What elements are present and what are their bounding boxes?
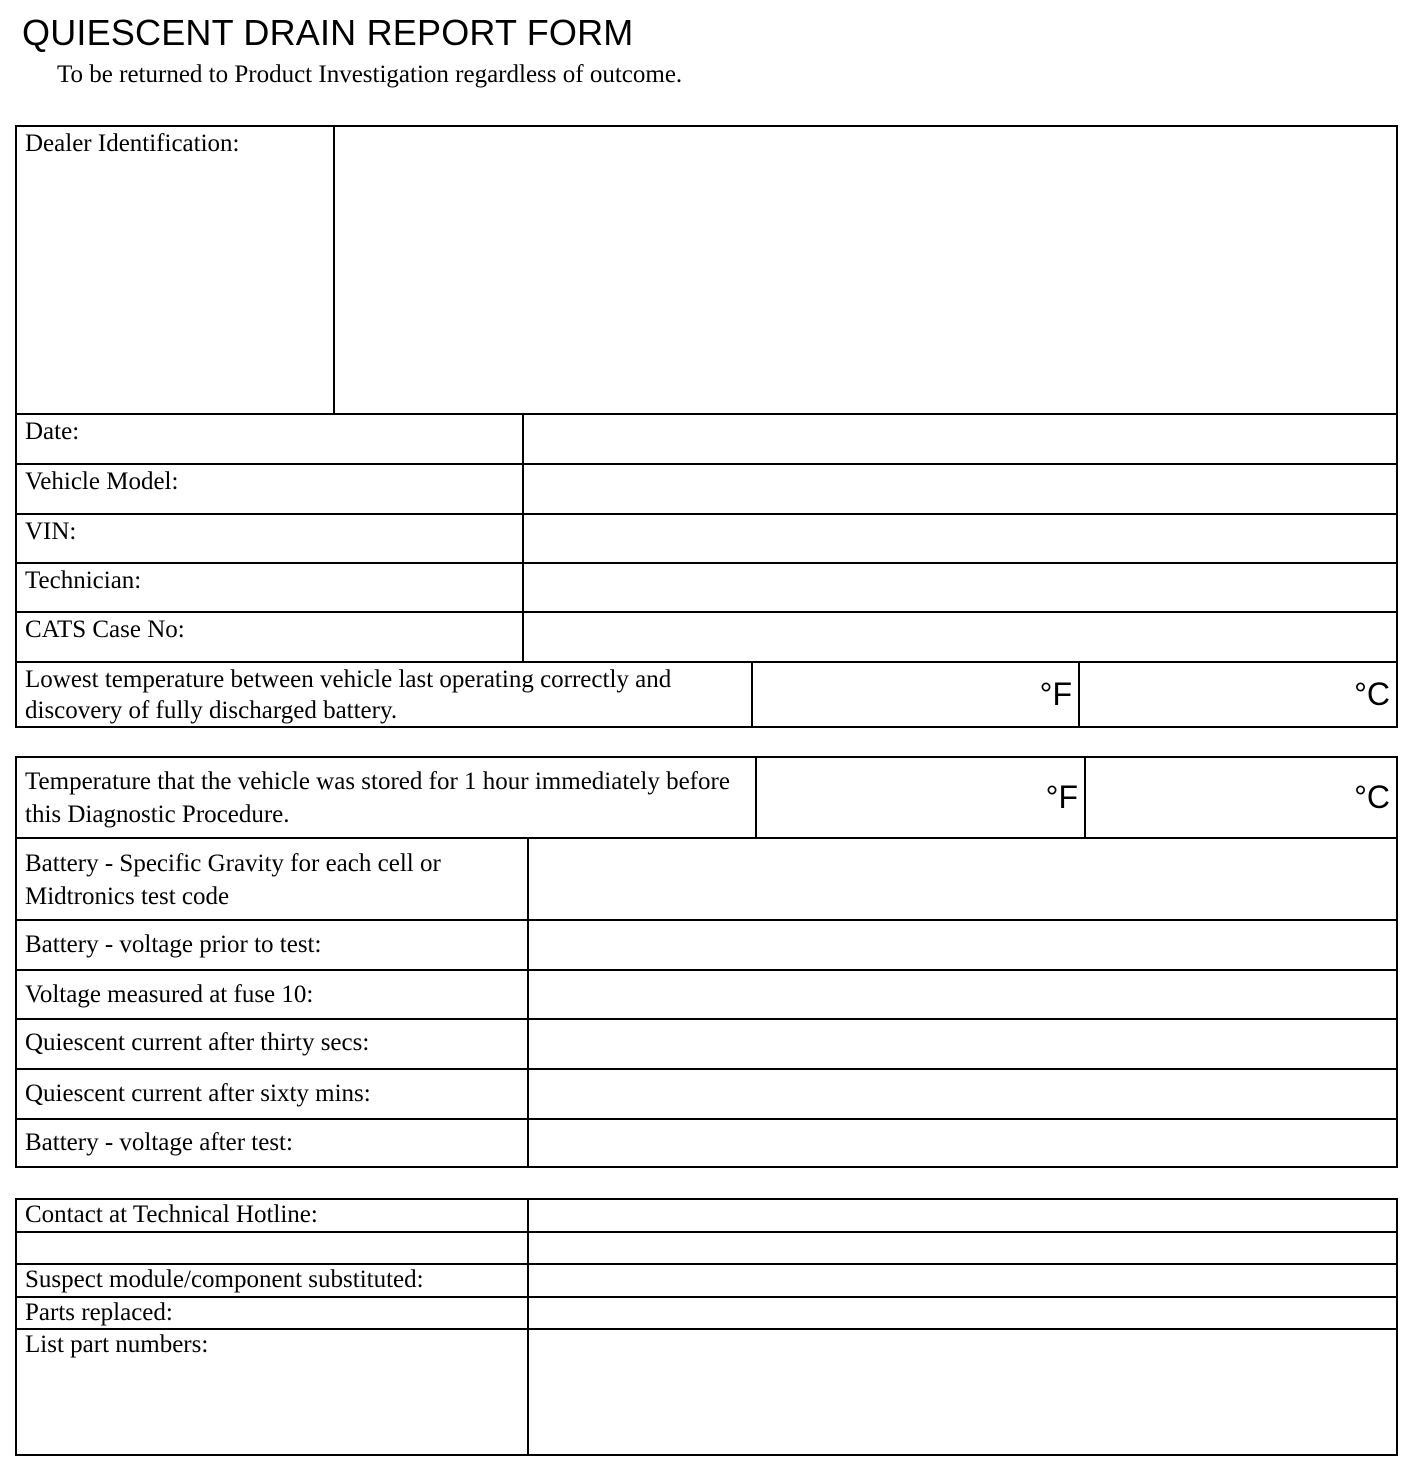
dealer-identification-label: Dealer Identification: — [16, 126, 334, 414]
cats-case-no-field[interactable] — [523, 612, 1397, 662]
lowest-temperature-label: Lowest temperature between vehicle last operating correctly and discovery of fully discharged battery. — [16, 662, 752, 727]
suspect-module-label: Suspect module/component substituted: — [16, 1264, 528, 1297]
cats-case-no-label: CATS Case No: — [16, 612, 523, 662]
stored-temperature-fahrenheit-field[interactable] — [756, 757, 1085, 838]
parts-replaced-label: Parts replaced: — [16, 1297, 528, 1329]
voltage-fuse-field[interactable] — [528, 970, 1397, 1019]
specific-gravity-label: Battery - Specific Gravity for each cell or Midtronics test code — [16, 838, 528, 920]
current-thirty-field[interactable] — [528, 1019, 1397, 1069]
list-part-numbers-field[interactable] — [528, 1329, 1397, 1455]
current-sixty-field[interactable] — [528, 1069, 1397, 1119]
celsius-unit: °C — [1354, 779, 1391, 815]
vehicle-model-field[interactable] — [523, 464, 1397, 514]
voltage-prior-label: Battery - voltage prior to test: — [16, 920, 528, 970]
lowest-temperature-celsius-field[interactable] — [1079, 662, 1397, 727]
specific-gravity-field[interactable] — [528, 838, 1397, 920]
technician-field[interactable] — [523, 563, 1397, 612]
stored-temperature-label: Temperature that the vehicle was stored for 1 hour immediately before this Diagnostic Procedure. — [16, 757, 756, 838]
current-thirty-label: Quiescent current after thirty secs: — [16, 1019, 528, 1069]
form-subtitle: To be returned to Product Investigation regardless of outcome. — [57, 61, 683, 88]
fahrenheit-unit: °F — [1039, 676, 1072, 712]
lowest-temperature-fahrenheit-field[interactable] — [752, 662, 1079, 727]
contact-hotline-label: Contact at Technical Hotline: — [16, 1199, 528, 1232]
voltage-after-label: Battery - voltage after test: — [16, 1119, 528, 1167]
voltage-prior-field[interactable] — [528, 920, 1397, 970]
technician-label: Technician: — [16, 563, 523, 612]
blank-field[interactable] — [528, 1232, 1397, 1264]
celsius-unit: °C — [1354, 676, 1390, 712]
vehicle-model-label: Vehicle Model: — [16, 464, 523, 514]
date-label: Date: — [16, 414, 523, 464]
vin-label: VIN: — [16, 514, 523, 563]
contact-hotline-field[interactable] — [528, 1199, 1397, 1232]
fahrenheit-unit: °F — [1045, 779, 1079, 815]
stored-temperature-celsius-field[interactable] — [1085, 757, 1397, 838]
suspect-module-field[interactable] — [528, 1264, 1397, 1297]
vin-field[interactable] — [523, 514, 1397, 563]
date-field[interactable] — [523, 414, 1397, 464]
battery-test-table — [15, 756, 1398, 1168]
voltage-fuse-label: Voltage measured at fuse 10: — [16, 970, 528, 1019]
current-sixty-label: Quiescent current after sixty mins: — [16, 1069, 528, 1119]
dealer-identification-field[interactable] — [334, 126, 1397, 414]
list-part-numbers-label: List part numbers: — [16, 1329, 528, 1455]
parts-replaced-field[interactable] — [528, 1297, 1397, 1329]
form-title: QUIESCENT DRAIN REPORT FORM — [22, 12, 634, 53]
vehicle-info-table — [15, 125, 1398, 728]
hotline-table — [15, 1198, 1398, 1456]
blank-label-cell — [16, 1232, 528, 1264]
voltage-after-field[interactable] — [528, 1119, 1397, 1167]
